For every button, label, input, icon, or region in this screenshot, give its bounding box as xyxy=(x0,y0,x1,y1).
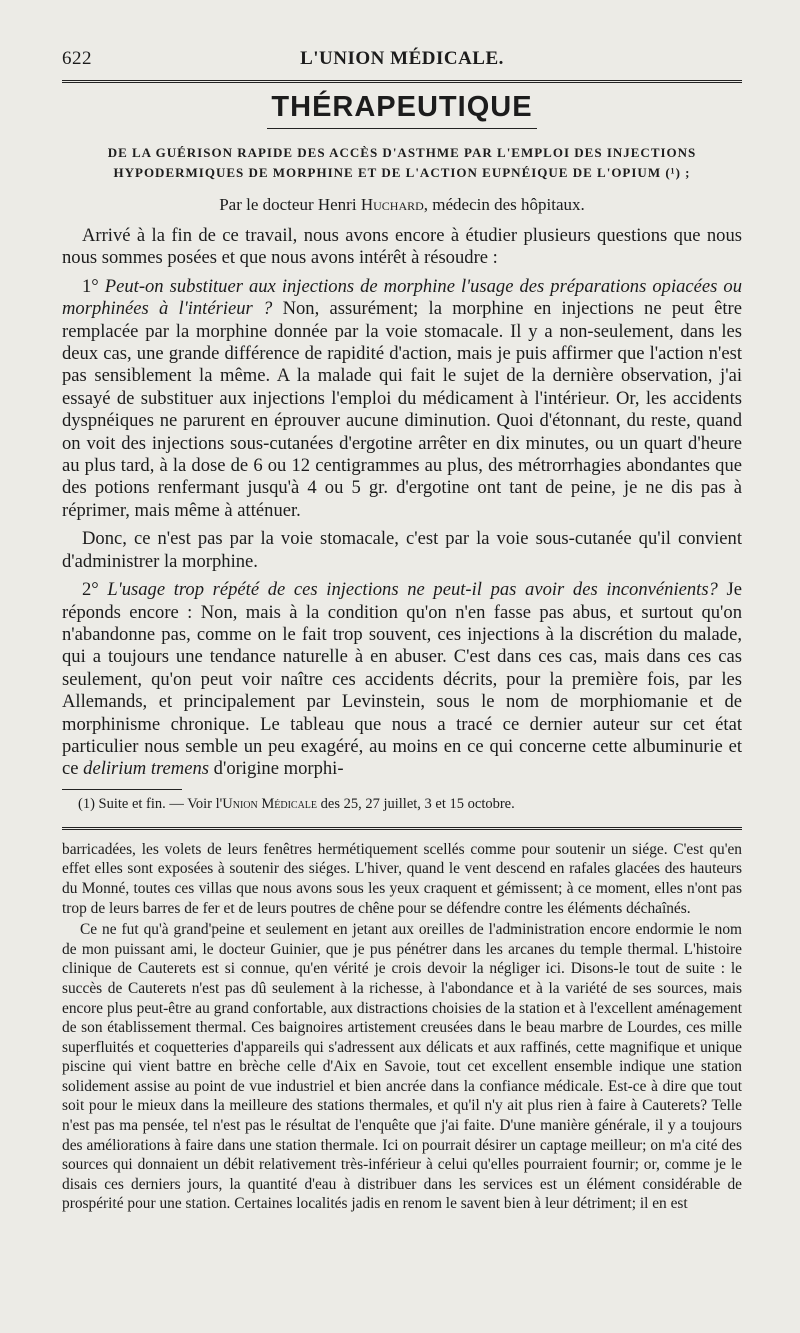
answer-2-text-a: Je réponds encore : Non, mais à la condition qu'on n'en fasse pas abus, et surtout qu'on n'abandonne pas, comme on le fait trop souvent, ces injections à la discrétion du malade, qui a toujours une tendance naturelle à en abuser. C'est dans ces cas, mais dans ces cas seulement, qu'on peut voir naître ces accidents décrits, pour la première fois, par les Allemands, et principalement par Levinstein, sous le nom de morphiomanie et de morphinisme chronique. Le tableau que nous a tracé ce dernier auteur sur cet état particulier nous semble un peu exagéré, au moins en ce qui concerne cette albuminurie et ce xyxy=(62,579,742,780)
feuilleton-paragraph-1: barricadées, les volets de leurs fenêtres hermétiquement scellés comme pour soutenir un siége. C'est qu'en effet elles sont exposées à soutenir des siéges. L'hiver, quand le vent descend en rafales glacées des hauteurs du Monné, toutes ces villas que nous avons sous les yeux craquent et gémissent; à ce moment, elles n'ont pas trop de leurs barres de fer et de leurs poutres de chêne pour se défendre contre les éléments déchaînés. xyxy=(62,840,742,917)
paragraph-question-2 xyxy=(62,579,742,781)
paragraph-question-1 xyxy=(62,276,742,522)
footnote-journal: Union Médicale xyxy=(222,795,318,812)
answer-1-text: Non, assurément; la morphine en injections ne peut être remplacée par la morphine donnée par la voie stomacale. Il y a non-seulement, dans les deux cas, une grande différence de rapidité d'action, mais je puis affirmer que l'action n'est pas sensiblement la même. A la malade qui fait le sujet de la dernière observation, j'ai essayé de substituer aux injections l'emploi du médicament à l'intérieur. Or, les accidents dyspnéiques ne parurent en éprouver aucune diminution. Quoi d'étonnant, du reste, quand on voit des injections sous-cutanées d'ergotine arrêter en dix minutes, ou un quart d'heure au plus tard, à la dose de 6 ou 12 centigrammes au plus, des métrorrhagies abondantes que des potions renfermant jusqu'à 4 ou 5 gr. d'ergotine ont tant de peine, je ne dis pas à réprimer, mais même à atténuer. xyxy=(62,298,742,521)
page-number: 622 xyxy=(62,48,92,69)
header-rule xyxy=(62,80,742,83)
feuilleton-paragraph-2: Ce ne fut qu'à grand'peine et seulement en jetant aux oreilles de l'administration encore endormie le nom de mon puissant ami, le docteur Guinier, que je pus pénétrer dans les arcanes du temple thermal. L'histoire clinique de Cauterets est si connue, qu'en vérité je crois devoir la négliger ici. Disons-le tout de suite : le succès de Cauterets n'est pas dû seulement à la richesse, à l'abondance et à la variété de ses sources, mais encore plus peut-être au grand confortable, aux distractions choisies de la station et à l'excellent aménagement de son établissement thermal. Ces baignoires artistement creusées dans le beau marbre de Lourdes, ces mille superfluités et coquetteries d'appareils qui s'adressent aux délicats et aux raffinés, cette magnifique et unique piscine qui vient battre en brèche celle d'Aix en Savoie, tout cet excellent ensemble indique une station solidement assise au point de vue industriel et bien ancrée dans la confiance médicale. Est-ce à dire que tout soit pour le mieux dans la meilleure des stations thermales, et qu'il n'y ait plus rien à faire à Cauterets? Telle n'est pas ma pensée, tel n'est pas le résultat de l'enquête que j'ai faite. D'une manière générale, il y a toujours des améliorations à faire dans une station thermale. Ici on pourrait désirer un captage meilleur; on m'a cité des sources qui donnaient un débit relativement très-inférieur à celui qu'elles pourraient fournir; or, comme je le disais ces derniers jours, la quantité d'eau à distribuer dans les services est un élément considérable de prospérité pour une station. Certaines localités jadis en renom le savent bien à leur détriment; il en est xyxy=(62,921,742,1213)
question-2-text: L'usage trop répété de ces injections ne peut-il pas avoir des inconvénients? xyxy=(107,579,718,601)
byline-prefix: Par le docteur Henri xyxy=(219,195,357,214)
byline xyxy=(62,195,742,215)
paragraph-intro: Arrivé à la fin de ce travail, nous avons encore à étudier plusieurs questions que nous nous sommes posées et que nous avons intérêt à résoudre : xyxy=(62,225,742,269)
question-1-number: 1° xyxy=(82,275,99,297)
section-rule xyxy=(267,128,537,129)
section-title: THÉRAPEUTIQUE xyxy=(271,91,533,123)
running-head xyxy=(62,48,742,70)
byline-suffix: médecin des hôpitaux. xyxy=(432,195,585,214)
footnote xyxy=(78,796,742,813)
delirium-term: delirium tremens xyxy=(83,758,210,780)
footnote-rule xyxy=(62,789,182,790)
journal-title: L'UNION MÉDICALE. xyxy=(300,48,504,69)
question-1-text: Peut-on substituer aux injections de morphine l'usage des préparations opiacées ou morphinées à l'intérieur ? xyxy=(62,275,742,320)
footnote-suffix: des 25, 27 juillet, 3 et 15 octobre. xyxy=(320,795,515,812)
question-2-number: 2° xyxy=(82,579,99,601)
paragraph-conclusion: Donc, ce n'est pas par la voie stomacale, c'est par la voie sous-cutanée qu'il convient d'administrer la morphine. xyxy=(62,528,742,572)
footnote-prefix: (1) Suite et fin. — Voir l' xyxy=(78,795,223,812)
author-name: Huchard, xyxy=(360,195,429,214)
article-title: DE LA GUÉRISON RAPIDE DES ACCÈS D'ASTHME PAR L'EMPLOI DES INJECTIONS HYPODERMIQUES DE MORPHINE ET DE L'ACTION EUPNÉIQUE DE L'OPIUM (¹) ; xyxy=(107,145,697,180)
feuilleton-divider xyxy=(62,827,742,830)
answer-2-text-b: d'origine morphi- xyxy=(213,758,344,780)
